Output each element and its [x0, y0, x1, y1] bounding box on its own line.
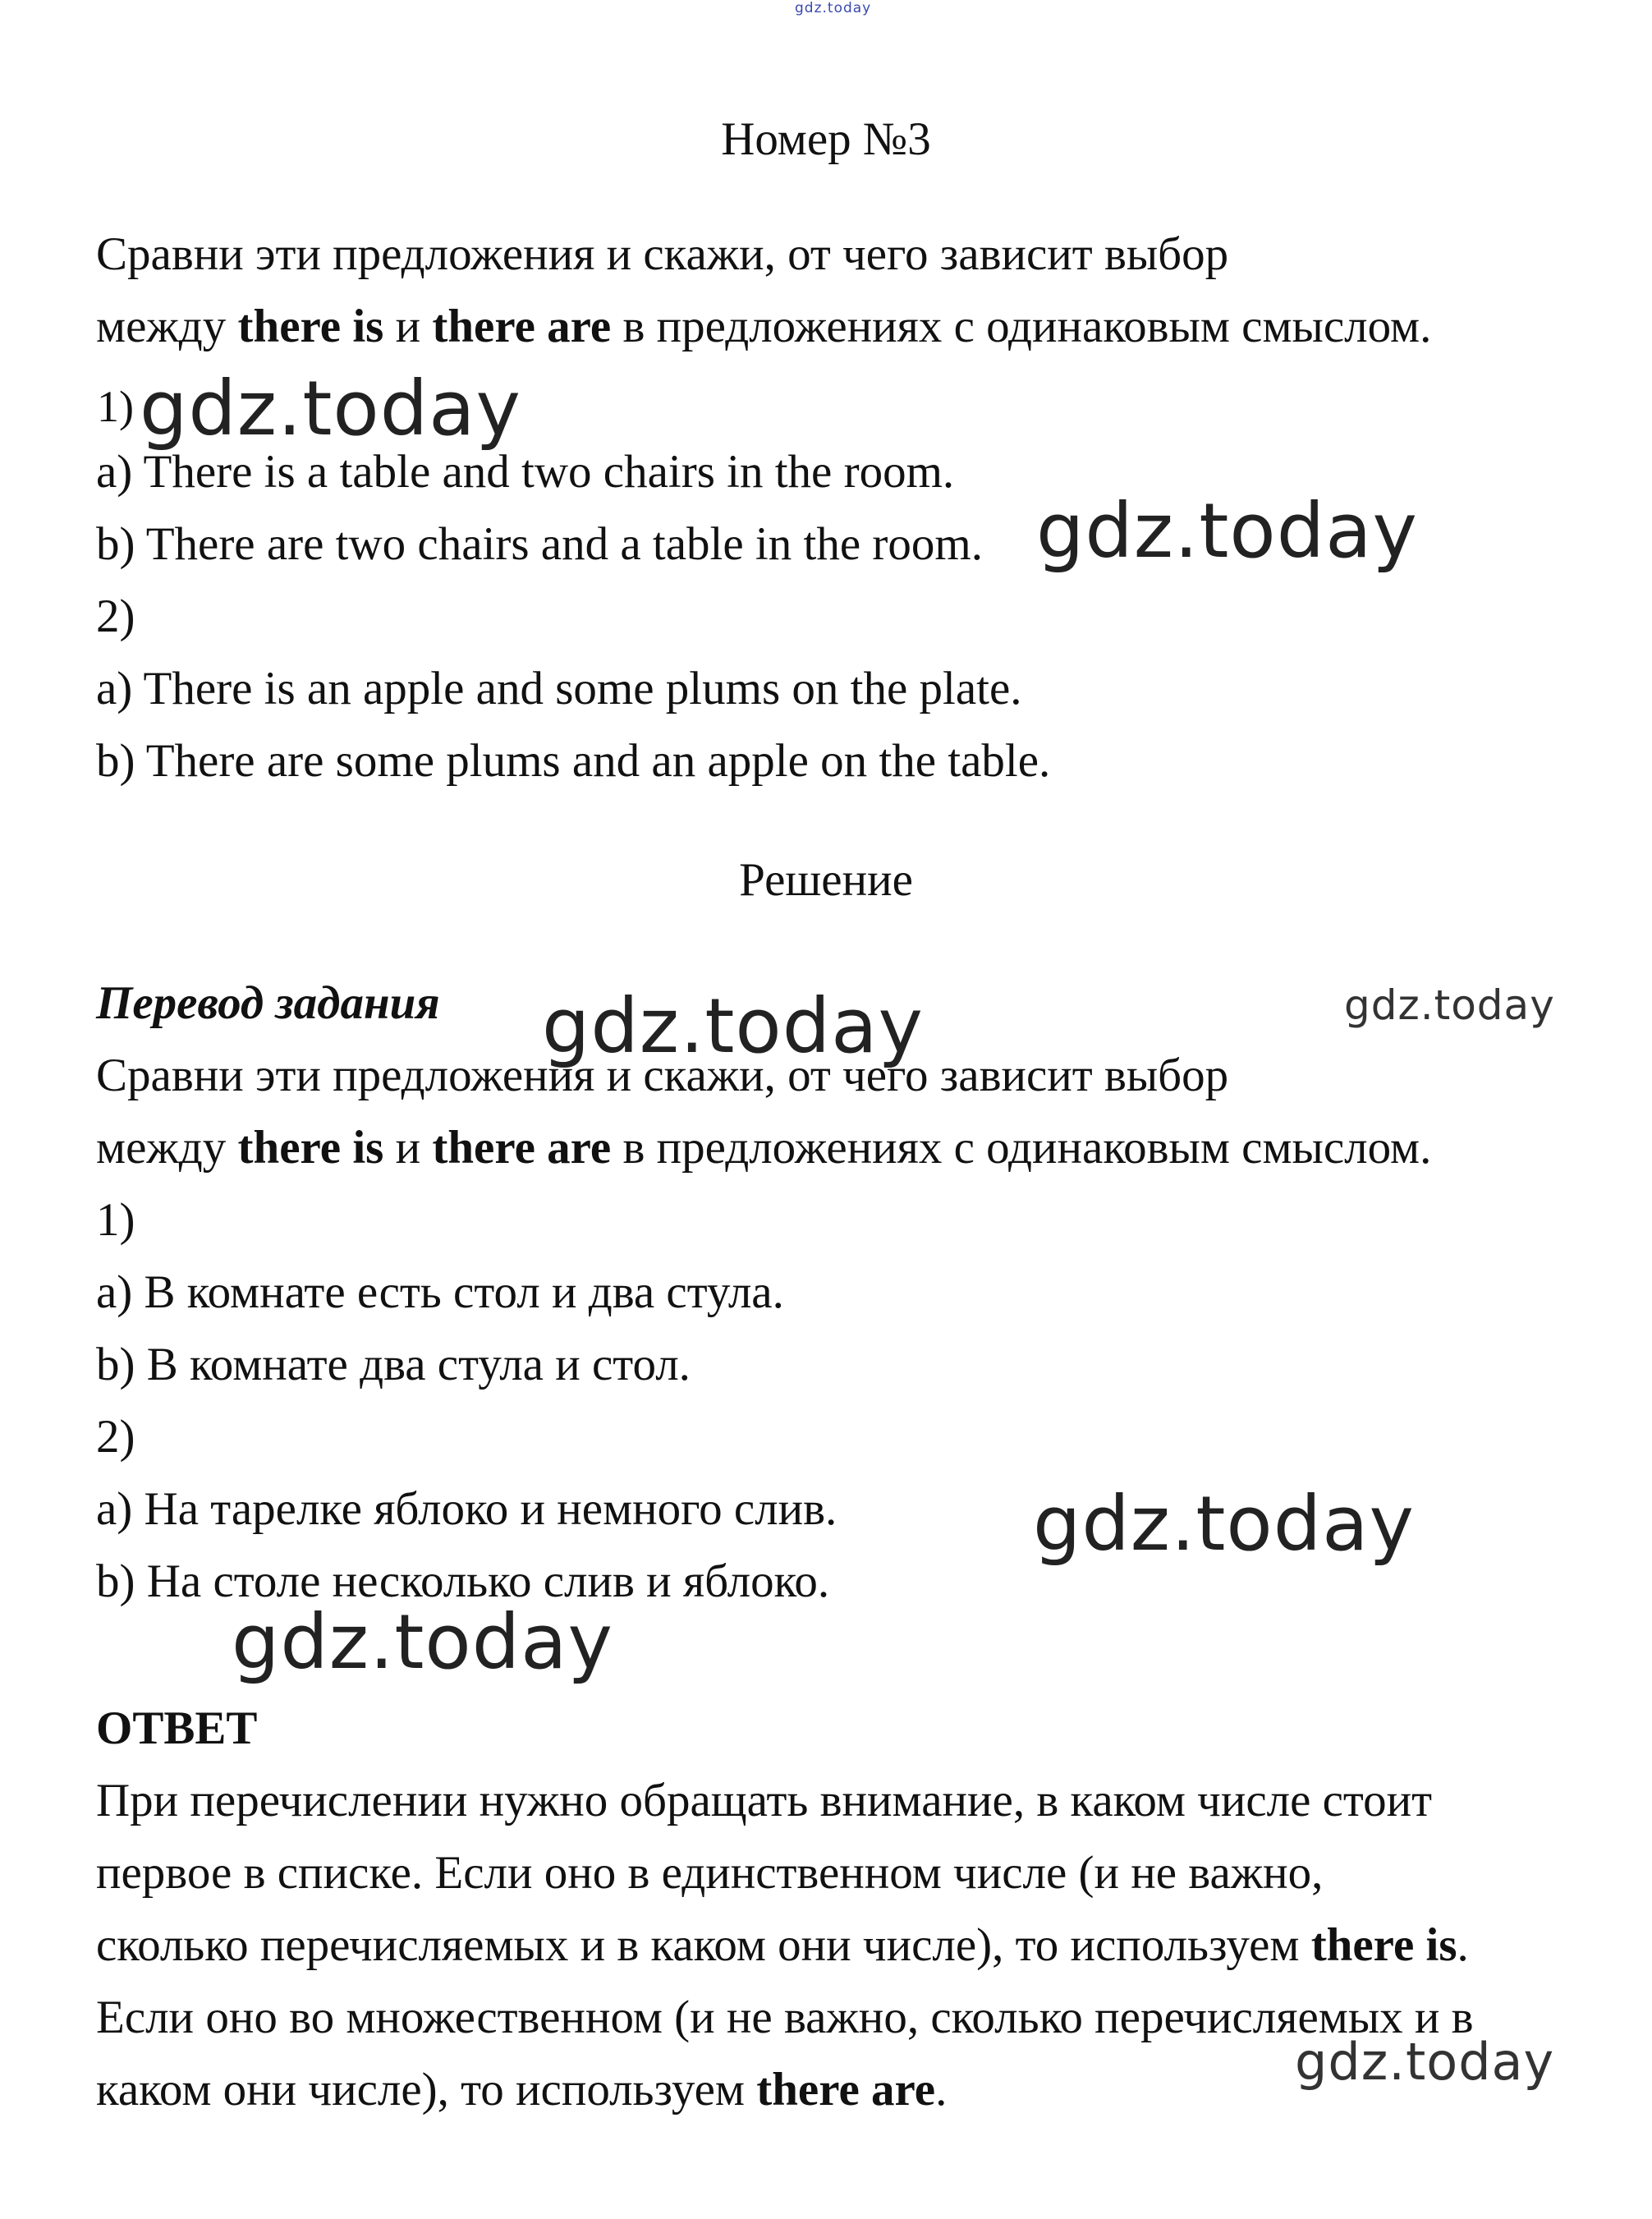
task-group-1-label: 1) [97, 382, 134, 431]
watermark-3: gdz.today [542, 982, 924, 1070]
translation-group-2-label: 2) [96, 1411, 135, 1463]
task-there-is: there is [237, 301, 384, 352]
answer-there-are: there are [756, 2064, 936, 2116]
task-group-1-b: b) There are two chairs and a table in the room. [96, 518, 983, 570]
translation-group-1-a: a) В комнате есть стол и два стула. [96, 1266, 784, 1318]
answer-there-is: there is [1310, 1919, 1457, 1971]
answer-line-1: При перечислении нужно обращать внимание, в каком числе стоит [96, 1775, 1433, 1826]
task-there-are: there are [432, 301, 612, 352]
watermark-6: gdz.today [232, 1598, 613, 1686]
translation-group-2-b: b) На столе несколько слив и яблоко. [96, 1555, 830, 1607]
task-group-2-b: b) There are some plums and an apple on the table. [96, 735, 1051, 787]
answer-line-5-post: . [935, 2064, 948, 2116]
answer-line-3-pre: сколько перечисляемых и в каком они числе), то используем [96, 1919, 1311, 1971]
task-group-1-a: a) There is a table and two chairs in the room. [96, 446, 955, 498]
task-line-1: Сравни эти предложения и скажи, от чего зависит выбор [96, 228, 1229, 280]
translation-line-2-pre: между [96, 1122, 238, 1174]
task-group-2-a: a) There is an apple and some plums on the plate. [96, 663, 1022, 714]
solution-heading: Решение [739, 854, 913, 906]
watermark-7: gdz.today [1295, 2032, 1555, 2092]
watermark-5: gdz.today [1033, 1480, 1415, 1568]
answer-heading: ОТВЕТ [96, 1702, 258, 1754]
translation-line-2-post: в предложениях с одинаковым смыслом. [611, 1122, 1432, 1174]
translation-group-1-label: 1) [96, 1194, 135, 1246]
task-group-2-label: 2) [96, 590, 135, 642]
answer-line-4: Если оно во множественном (и не важно, сколько перечисляемых и в [96, 1992, 1474, 2043]
task-line-2-post: в предложениях с одинаковым смыслом. [611, 301, 1432, 352]
answer-line-5-pre: каком они числе), то используем [96, 2064, 757, 2116]
translation-line-1: Сравни эти предложения и скажи, от чего зависит выбор [96, 1050, 1229, 1101]
watermark-4: gdz.today [1344, 981, 1555, 1029]
translation-group-2-a: a) На тарелке яблоко и немного слив. [96, 1483, 837, 1535]
translation-line-2 [96, 1119, 1431, 1177]
translation-there-is: there is [237, 1122, 384, 1174]
translation-group-1-b: b) В комнате два стула и стол. [96, 1339, 691, 1390]
answer-line-2: первое в списке. Если оно в единственном числе (и не важно, [96, 1847, 1324, 1899]
top-watermark: gdz.today [795, 0, 872, 16]
translation-there-are: there are [432, 1122, 612, 1174]
page-title: Номер №3 [721, 113, 931, 165]
task-line-2 [96, 298, 1431, 356]
answer-line-3-post: . [1457, 1919, 1469, 1971]
task-line-2-mid: и [383, 301, 433, 352]
task-line-2-pre: между [96, 301, 238, 352]
answer-line-5 [96, 2061, 947, 2119]
translation-heading: Перевод задания [96, 977, 440, 1029]
watermark-2: gdz.today [1036, 487, 1418, 575]
watermark-1: gdz.today [140, 365, 521, 453]
translation-line-2-mid: и [383, 1122, 433, 1174]
answer-line-3 [96, 1917, 1469, 1974]
